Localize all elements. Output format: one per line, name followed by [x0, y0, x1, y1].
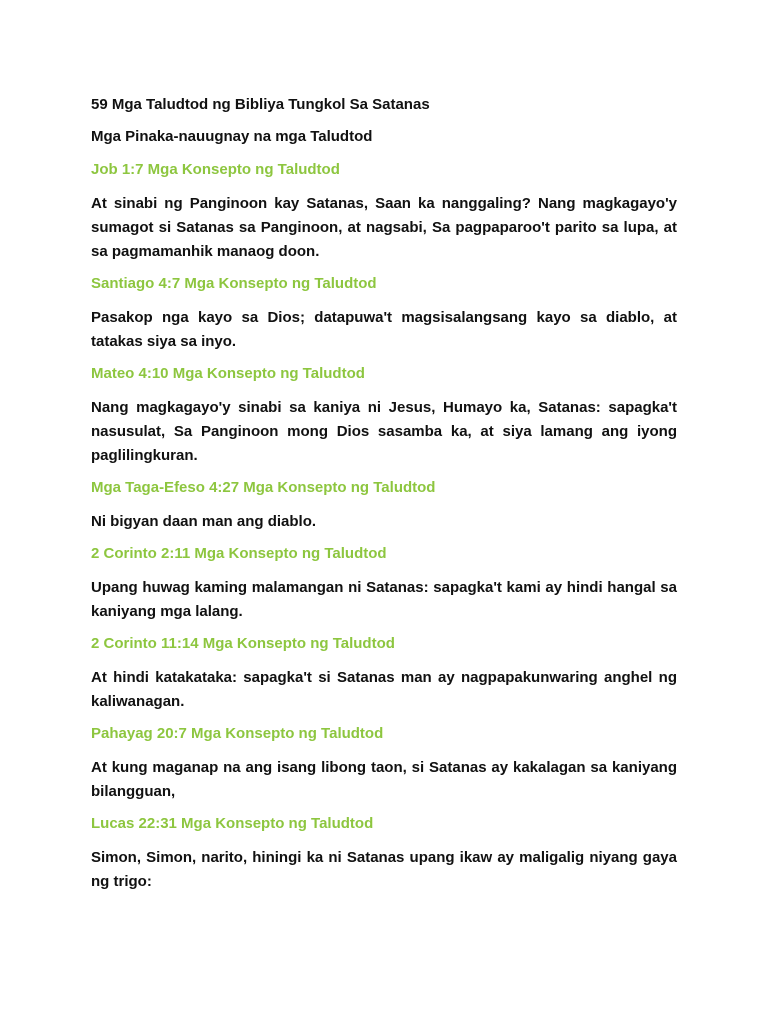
verse-text: Simon, Simon, narito, hiningi ka ni Satanas upang ikaw ay maligalig niyang gaya ng trigo: — [91, 849, 677, 890]
verse-reference-link[interactable]: Lucas 22:31 Mga Konsepto ng Taludtod — [91, 815, 374, 832]
document-subtitle: Mga Pinaka-nauugnay na mga Taludtod — [91, 128, 373, 145]
verse-entry — [91, 364, 677, 468]
verse-entry — [91, 160, 677, 264]
verse-text: At sinabi ng Panginoon kay Satanas, Saan ka nanggaling? Nang magkagayo'y sumagot si Satanas sa Panginoon, at nagsabi, Sa pagpaparoo't parito sa lupa, at sa pagmamanhik manaog doon. — [91, 195, 677, 260]
verse-reference-link[interactable]: 2 Corinto 11:14 Mga Konsepto ng Taludtod — [91, 635, 395, 652]
verse-entry — [91, 634, 677, 714]
verse-text: At hindi katakataka: sapagka't si Satanas man ay nagpapakunwaring anghel ng kaliwanagan. — [91, 669, 677, 710]
verse-reference-link[interactable]: Job 1:7 Mga Konsepto ng Taludtod — [91, 161, 340, 178]
verse-entry — [91, 814, 677, 894]
verse-entry — [91, 724, 677, 804]
verse-text: Pasakop nga kayo sa Dios; datapuwa't magsisalangsang kayo sa diablo, at tatakas siya sa inyo. — [91, 309, 677, 350]
verse-reference-link[interactable]: Santiago 4:7 Mga Konsepto ng Taludtod — [91, 275, 377, 292]
verse-entry — [91, 478, 677, 534]
verse-reference-link[interactable]: Pahayag 20:7 Mga Konsepto ng Taludtod — [91, 725, 384, 742]
verse-reference-link[interactable]: Mateo 4:10 Mga Konsepto ng Taludtod — [91, 365, 365, 382]
verse-reference-link[interactable]: Mga Taga-Efeso 4:27 Mga Konsepto ng Taludtod — [91, 479, 436, 496]
verse-reference-link[interactable]: 2 Corinto 2:11 Mga Konsepto ng Taludtod — [91, 545, 387, 562]
verse-entry — [91, 274, 677, 354]
verse-text: Nang magkagayo'y sinabi sa kaniya ni Jesus, Humayo ka, Satanas: sapagka't nasusulat, Sa Panginoon mong Dios sasamba ka, at siya lamang ang iyong paglilingkuran. — [91, 399, 677, 464]
verse-text: At kung maganap na ang isang libong taon, si Satanas ay kakalagan sa kaniyang bilangguan, — [91, 759, 677, 800]
verse-entry — [91, 544, 677, 624]
verse-text: Upang huwag kaming malamangan ni Satanas: sapagka't kami ay hindi hangal sa kaniyang mga lalang. — [91, 579, 677, 620]
verse-text: Ni bigyan daan man ang diablo. — [91, 513, 317, 530]
document-title: 59 Mga Taludtod ng Bibliya Tungkol Sa Satanas — [91, 96, 430, 113]
document-content — [91, 95, 677, 904]
